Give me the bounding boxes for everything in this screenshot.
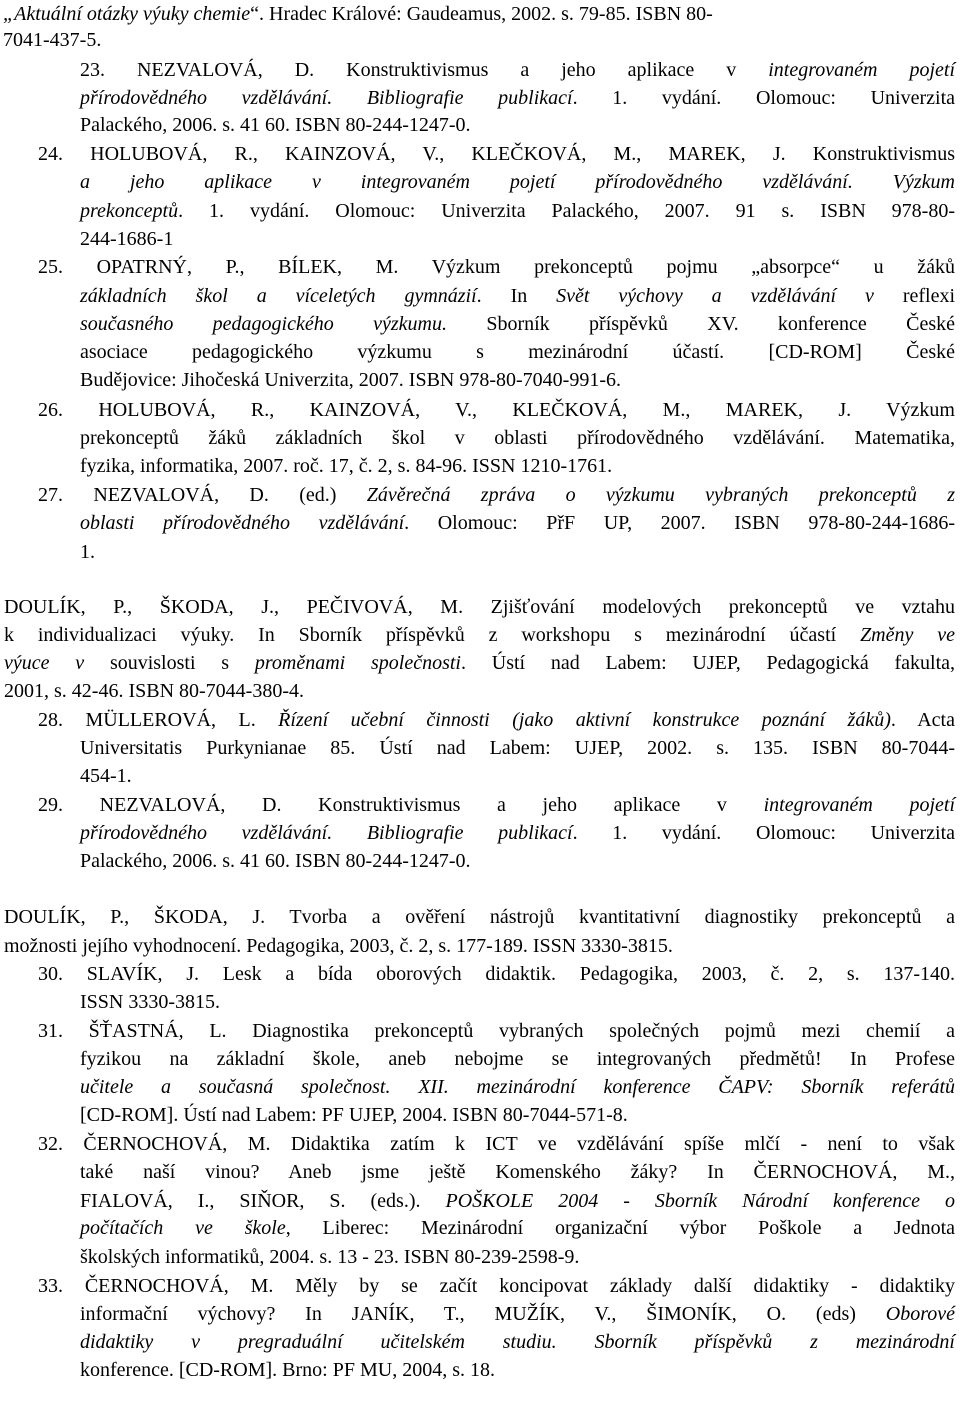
text-line (80, 227, 955, 257)
italic-text-segment: Svět výchovy a vzdělávání v (556, 285, 903, 307)
text-segment: 28. MÜLLEROVÁ, L. (38, 709, 279, 731)
text-segment: ISSN 3330-3815. (80, 991, 221, 1013)
italic-text-segment: Řízení učební činnosti (jako aktivní konstrukce poznání žáků) (278, 709, 891, 731)
text-line (80, 1160, 955, 1190)
italic-text-segment: prekonceptů (80, 200, 179, 222)
text-line (80, 368, 955, 398)
text-segment: [CD-ROM]. Ústí nad Labem: PF UJEP, 2004. ISBN 80-7044-571-8. (80, 1104, 628, 1126)
text-line (80, 284, 955, 314)
italic-text-segment: POŠKOLE 2004 - Sborník Národní konference o (445, 1190, 955, 1212)
text-line (80, 113, 955, 143)
text-line (80, 340, 955, 370)
text-line (4, 905, 955, 935)
text-segment: reflexi (902, 285, 955, 307)
text-segment: k individualizaci výuky. In Sborník příspěvků z workshopu s mezinárodní účastí (4, 624, 861, 646)
text-line (38, 793, 955, 823)
text-line (80, 86, 955, 116)
text-line (80, 1189, 955, 1219)
text-line (80, 990, 955, 1020)
text-line (80, 821, 955, 851)
italic-text-segment: přírodovědného vzdělávání. Bibliografie publikací (80, 87, 573, 109)
text-line (80, 454, 955, 484)
italic-text-segment: a jeho aplikace v integrovaném pojetí přírodovědného vzdělávání. Výzkum (80, 171, 955, 193)
text-segment: Palackého, 2006. s. 41 60. ISBN 80-244-1247-0. (80, 850, 471, 872)
text-segment: souvislosti s (109, 652, 255, 674)
text-segment: 33. ČERNOCHOVÁ, M. Měly by se začít koncipovat základy další didaktiky - didaktiky (38, 1275, 955, 1297)
italic-text-segment: oblasti přírodovědného vzdělávání (80, 512, 405, 534)
text-segment: 27. NEZVALOVÁ, D. (ed.) (38, 484, 367, 506)
text-segment: 31. ŠŤASTNÁ, L. Diagnostika prekonceptů vybraných společných pojmů mezi chemií a (38, 1020, 955, 1042)
text-line (38, 483, 955, 513)
text-line (38, 1019, 955, 1049)
text-line (80, 849, 955, 879)
italic-text-segment: didaktiky v pregraduální učitelském studiu. Sborník příspěvků z mezinárodní (80, 1331, 955, 1353)
italic-text-segment: Oborové (885, 1303, 955, 1325)
text-line (80, 1075, 955, 1105)
text-segment: fyzikou na základní škole, aneb nebojme se integrovaných předmětů! In Profese (80, 1048, 955, 1070)
italic-text-segment: Změny ve (860, 624, 955, 646)
text-line (80, 1047, 955, 1077)
text-segment: DOULÍK, P., ŠKODA, J. Tvorba a ověření nástrojů kvantitativní diagnostiky prekonceptů a (4, 906, 955, 928)
text-line (80, 1358, 955, 1388)
text-line (80, 1330, 955, 1360)
text-line (38, 398, 955, 428)
text-segment: “. Hradec Králové: Gaudeamus, 2002. s. 79-85. ISBN 80- (250, 3, 713, 25)
text-segment: fyzika, informatika, 2007. roč. 17, č. 2, s. 84-96. ISSN 1210-1761. (80, 455, 613, 477)
text-segment: 25. OPATRNÝ, P., BÍLEK, M. Výzkum prekonceptů pojmu „absorpce“ u žáků (38, 256, 955, 278)
text-line (80, 312, 955, 342)
text-segment: . 1. vydání. Olomouc: Univerzita (572, 87, 956, 109)
text-segment: 7041-437-5. (3, 29, 102, 51)
italic-text-segment: počítačích ve škole (80, 1217, 286, 1239)
italic-text-segment: učitele a současná společnost. XII. mezinárodní konference ČAPV: Sborník referátů (80, 1076, 955, 1098)
text-segment: 244-1686-1 (80, 228, 174, 250)
italic-text-segment: integrovaném pojetí (768, 59, 955, 81)
text-segment: 24. HOLUBOVÁ, R., KAINZOVÁ, V., KLEČKOVÁ, M., MAREK, J. Konstruktivismus (38, 143, 955, 165)
text-segment: 30. SLAVÍK, J. Lesk a bída oborových didaktik. Pedagogika, 2003, č. 2, s. 137-140. (38, 963, 955, 985)
text-line (38, 962, 955, 992)
text-line (80, 58, 955, 88)
text-line (38, 142, 955, 172)
text-line (38, 1132, 955, 1162)
text-segment: 32. ČERNOCHOVÁ, M. Didaktika zatím k ICT ve vzdělávání spíše mlčí - není to však (38, 1133, 955, 1155)
text-segment: 1. (80, 541, 95, 563)
text-line (4, 623, 955, 653)
text-segment: Palackého, 2006. s. 41 60. ISBN 80-244-1247-0. (80, 114, 471, 136)
italic-text-segment: základních škol a víceletých gymnázií (80, 285, 477, 307)
text-line (80, 1302, 955, 1332)
text-segment: informační výchovy? In JANÍK, T., MUŽÍK, V., ŠIMONÍK, O. (eds) (80, 1303, 886, 1325)
text-line (80, 170, 955, 200)
text-line (80, 1216, 955, 1246)
text-line (3, 28, 950, 58)
text-segment: také naší vinou? Aneb jsme ještě Komenského žáky? In ČERNOCHOVÁ, M., (80, 1161, 955, 1183)
text-line (80, 764, 955, 794)
text-line (38, 708, 955, 738)
text-segment: Budějovice: Jihočeská Univerzita, 2007. ISBN 978-80-7040-991-6. (80, 369, 622, 391)
text-line (4, 595, 955, 625)
text-segment: Universitatis Purkynianae 85. Ústí nad Labem: UJEP, 2002. s. 135. ISBN 80-7044- (80, 737, 955, 759)
italic-text-segment: Závěrečná zpráva o výzkumu vybraných prekonceptů z (366, 484, 955, 506)
text-segment: možnosti jejího vyhodnocení. Pedagogika, 2003, č. 2, s. 177-189. ISSN 3330-3815. (4, 935, 673, 957)
text-line (80, 1103, 955, 1133)
text-segment: 29. NEZVALOVÁ, D. Konstruktivismus a jeho aplikace v (38, 794, 764, 816)
text-segment: . Olomouc: PřF UP, 2007. ISBN 978-80-244-1686- (404, 512, 956, 534)
text-segment: 26. HOLUBOVÁ, R., KAINZOVÁ, V., KLEČKOVÁ, M., MAREK, J. Výzkum (38, 399, 955, 421)
text-line (38, 1274, 955, 1304)
text-line (80, 540, 955, 570)
text-line (4, 651, 955, 681)
text-line (4, 679, 955, 709)
text-segment: . In (476, 285, 557, 307)
text-segment: FIALOVÁ, I., SIŇOR, S. (eds.). (80, 1190, 446, 1212)
italic-text-segment: integrovaném pojetí (763, 794, 956, 816)
text-segment: konference (80, 1359, 169, 1381)
text-line (38, 255, 955, 285)
text-line (80, 1245, 955, 1275)
text-segment: . Acta (890, 709, 955, 731)
text-segment: 454-1. (80, 765, 132, 787)
italic-text-segment: současného pedagogického výzkumu. (80, 313, 447, 335)
text-line (80, 426, 955, 456)
text-segment: asociace pedagogického výzkumu s mezinárodní účastí. [CD-ROM] České (80, 341, 955, 363)
text-segment: , Liberec: Mezinárodní organizační výbor Poškole a Jednota (285, 1217, 956, 1239)
text-segment: školských informatiků, 2004. s. 13 - 23. ISBN 80-239-2598-9. (80, 1246, 580, 1268)
text-line (4, 934, 955, 964)
text-segment: DOULÍK, P., ŠKODA, J., PEČIVOVÁ, M. Zjišťování modelových prekonceptů ve vztahu (4, 596, 955, 618)
text-line (80, 199, 955, 229)
italic-text-segment: „Aktuální otázky výuky chemie (3, 3, 251, 25)
text-line (80, 511, 955, 541)
text-segment: . Ústí nad Labem: UJEP, Pedagogická fakulta, (461, 652, 956, 674)
text-segment: 2001, s. 42-46. ISBN 80-7044-380-4. (4, 680, 304, 702)
text-segment: 23. NEZVALOVÁ, D. Konstruktivismus a jeho aplikace v (80, 59, 769, 81)
text-line (80, 736, 955, 766)
text-segment: Sborník příspěvků XV. konference České (446, 313, 955, 335)
text-segment: . 1. vydání. Olomouc: Univerzita Palackého, 2007. 91 s. ISBN 978-80- (178, 200, 955, 222)
italic-text-segment: výuce v (4, 652, 110, 674)
text-segment: . 1. vydání. Olomouc: Univerzita (572, 822, 956, 844)
text-segment: . [CD-ROM]. Brno: PF MU, 2004, s. 18. (168, 1359, 495, 1381)
text-segment: prekonceptů žáků základních škol v oblasti přírodovědného vzdělávání. Matematika, (80, 427, 955, 449)
italic-text-segment: proměnami společnosti (254, 652, 461, 674)
italic-text-segment: přírodovědného vzdělávání. Bibliografie publikací (80, 822, 573, 844)
